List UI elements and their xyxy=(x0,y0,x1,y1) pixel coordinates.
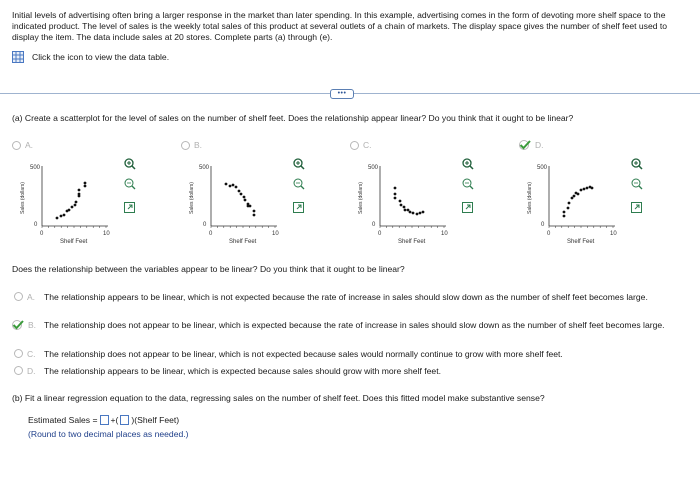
y-tick-label-bottom: 0 xyxy=(34,222,38,228)
y-tick-label-bottom: 0 xyxy=(541,222,545,228)
y-axis-title: Sales (dollars) xyxy=(20,182,26,214)
scatter-point xyxy=(573,195,576,198)
radio-d[interactable] xyxy=(14,366,23,375)
scatter-point xyxy=(240,193,243,196)
scatter-point xyxy=(74,204,77,207)
scatter-point xyxy=(409,211,412,214)
scatter-point xyxy=(571,197,574,200)
scatter-point xyxy=(583,188,586,191)
linear-option-a-text: The relationship appears to be linear, which is not expected because the rate of increase in sales should slow down as the number of shelf feet becomes large. xyxy=(44,292,648,302)
scatter-point xyxy=(253,210,256,213)
zoom-out-icon[interactable] xyxy=(463,179,473,189)
scatter-option-letter: A. xyxy=(25,140,34,150)
scatter-point xyxy=(577,193,580,196)
x-tick-label-left: 0 xyxy=(40,231,44,237)
scatter-point xyxy=(253,214,256,217)
scatter-point xyxy=(412,212,415,215)
scatterplot xyxy=(350,154,500,264)
scatter-option-c[interactable] xyxy=(350,140,510,260)
rounding-note: (Round to two decimal places as needed.) xyxy=(28,429,189,439)
ellipsis-icon: ••• xyxy=(337,90,347,97)
y-tick-label-bottom: 0 xyxy=(203,222,207,228)
radio-c[interactable] xyxy=(14,349,23,358)
scatter-point xyxy=(84,185,87,188)
x-tick-label-left: 0 xyxy=(547,231,551,237)
linear-option-c[interactable]: C. The relationship does not appear to be linear, which is not expected because sales would normally continue to grow with more shelf feet. xyxy=(14,349,684,360)
scatter-point xyxy=(563,211,566,214)
scatter-point xyxy=(580,189,583,192)
scatter-point xyxy=(591,187,594,190)
y-axis-title: Sales (dollars) xyxy=(189,182,195,214)
scatterplot xyxy=(12,154,162,264)
scatter-option-letter: B. xyxy=(194,140,203,150)
zoom-out-icon[interactable] xyxy=(125,179,135,189)
scatter-point xyxy=(568,202,571,205)
scatter-point xyxy=(407,209,410,212)
zoom-in-icon[interactable] xyxy=(125,159,135,169)
scatter-point xyxy=(244,199,247,202)
scatter-point xyxy=(403,206,406,209)
scatter-point xyxy=(60,215,63,218)
linear-option-d-text: The relationship appears to be linear, which is expected because sales should grow with more shelf feet. xyxy=(44,366,441,376)
radio-a[interactable] xyxy=(14,292,23,301)
linear-option-b-text: The relationship does not appear to be linear, which is expected because the rate of increase in sales should slow down as the number of shelf feet becomes large. xyxy=(44,320,665,330)
linear-option-d[interactable]: D. The relationship appears to be linear, which is expected because sales should grow with more shelf feet. xyxy=(14,366,684,377)
estimated-sales-label: Estimated Sales = xyxy=(28,415,98,425)
expand-icon[interactable] xyxy=(463,203,473,213)
checkmark-icon xyxy=(12,320,24,330)
zoom-in-icon[interactable] xyxy=(294,159,304,169)
linear-option-a[interactable]: A. The relationship appears to be linear, which is not expected because the rate of increase in sales should slow down as the number of shelf feet becomes large. xyxy=(14,292,684,303)
expand-icon[interactable] xyxy=(125,203,135,213)
scatter-point xyxy=(238,190,241,193)
y-axis-title: Sales (dollars) xyxy=(527,182,533,214)
scatter-point xyxy=(400,204,403,207)
linear-option-b[interactable]: B. The relationship does not appear to be linear, which is expected because the rate of increase in sales should slow down as the number of shelf feet becomes large. xyxy=(14,320,684,331)
scatter-point xyxy=(63,214,66,217)
y-tick-label-top: 500 xyxy=(537,165,548,171)
scatter-point xyxy=(586,187,589,190)
scatter-point xyxy=(563,215,566,218)
scatter-point xyxy=(84,182,87,185)
x-axis-title: Shelf Feet xyxy=(229,239,257,245)
checkmark-icon xyxy=(519,140,531,150)
scatter-option-a[interactable] xyxy=(12,140,172,260)
scatter-point xyxy=(78,193,81,196)
scatter-radio[interactable] xyxy=(181,141,190,150)
x-tick-label-left: 0 xyxy=(209,231,213,237)
y-tick-label-bottom: 0 xyxy=(372,222,376,228)
x-axis-title: Shelf Feet xyxy=(567,239,595,245)
scatter-option-d[interactable] xyxy=(519,140,679,260)
scatter-point xyxy=(78,189,81,192)
scatter-point xyxy=(416,213,419,216)
x-tick-label-left: 0 xyxy=(378,231,382,237)
data-link-label[interactable]: Click the icon to view the data table. xyxy=(32,52,170,62)
scatter-point xyxy=(229,185,232,188)
data-table-link[interactable] xyxy=(12,51,169,63)
scatter-point xyxy=(71,206,74,209)
scatter-point xyxy=(56,217,59,220)
scatter-option-letter: D. xyxy=(535,140,544,150)
y-tick-label-top: 500 xyxy=(30,165,41,171)
scatter-option-b[interactable] xyxy=(181,140,341,260)
scatter-point xyxy=(399,200,402,203)
scatter-point xyxy=(394,197,397,200)
scatterplot xyxy=(181,154,331,264)
scatter-point xyxy=(235,186,238,189)
scatter-point xyxy=(243,196,246,199)
plus-open-label: +( xyxy=(110,415,119,425)
scatter-point xyxy=(68,209,71,212)
table-grid-icon[interactable] xyxy=(12,51,24,63)
scatter-radio[interactable] xyxy=(12,141,21,150)
y-tick-label-top: 500 xyxy=(368,165,379,171)
y-tick-label-top: 500 xyxy=(199,165,210,171)
regression-equation xyxy=(28,415,179,425)
part-a-question: (a) Create a scatterplot for the level of sales on the number of shelf feet. Does the relationship appear linear? Do you think that it ought to be linear? xyxy=(12,113,574,123)
x-tick-label-right: 10 xyxy=(610,231,617,237)
slope-input[interactable] xyxy=(120,415,129,425)
x-tick-label-right: 10 xyxy=(272,231,279,237)
intercept-input[interactable] xyxy=(100,415,109,425)
expand-icon[interactable] xyxy=(632,203,642,213)
shelf-feet-suffix: )(Shelf Feet) xyxy=(131,415,180,425)
y-axis-title: Sales (dollars) xyxy=(358,182,364,214)
zoom-in-icon[interactable] xyxy=(632,159,642,169)
scatter-radio[interactable] xyxy=(350,141,359,150)
linear-question-prompt: Does the relationship between the variables appear to be linear? Do you think that it ought to be linear? xyxy=(12,264,405,274)
problem-intro: Initial levels of advertising often bring a larger response in the market than later spending. In this example, advertising comes in the form of devoting more shelf space to the indicated product. The level of sales is the weekly total sales of this product at several outlets of a chain of markets. The display space gives the number of shelf feet used to display the item. The data include sales at 20 stores. Complete parts (a) through (e). xyxy=(12,10,668,42)
scatter-point xyxy=(419,212,422,215)
zoom-out-icon[interactable] xyxy=(294,179,304,189)
scatter-point xyxy=(404,209,407,212)
scatter-point xyxy=(394,187,397,190)
x-axis-title: Shelf Feet xyxy=(60,239,88,245)
x-tick-label-right: 10 xyxy=(441,231,448,237)
part-b-question: (b) Fit a linear regression equation to the data, regressing sales on the number of shelf feet. Does this fitted model make substantive sense? xyxy=(12,393,545,403)
scatter-point xyxy=(249,205,252,208)
scatter-point xyxy=(394,193,397,196)
x-axis-title: Shelf Feet xyxy=(398,239,426,245)
zoom-in-icon[interactable] xyxy=(463,159,473,169)
scatter-point xyxy=(225,183,228,186)
zoom-out-icon[interactable] xyxy=(632,179,642,189)
expand-more-button[interactable] xyxy=(330,89,354,99)
scatter-option-letter: C. xyxy=(363,140,372,150)
scatter-point xyxy=(75,201,78,204)
linear-option-c-text: The relationship does not appear to be linear, which is not expected because sales would normally continue to grow with more shelf feet. xyxy=(44,349,563,359)
scatter-point xyxy=(232,184,235,187)
x-tick-label-right: 10 xyxy=(103,231,110,237)
scatterplot xyxy=(519,154,669,264)
scatter-point xyxy=(567,207,570,210)
expand-icon[interactable] xyxy=(294,203,304,213)
scatter-point xyxy=(422,211,425,214)
